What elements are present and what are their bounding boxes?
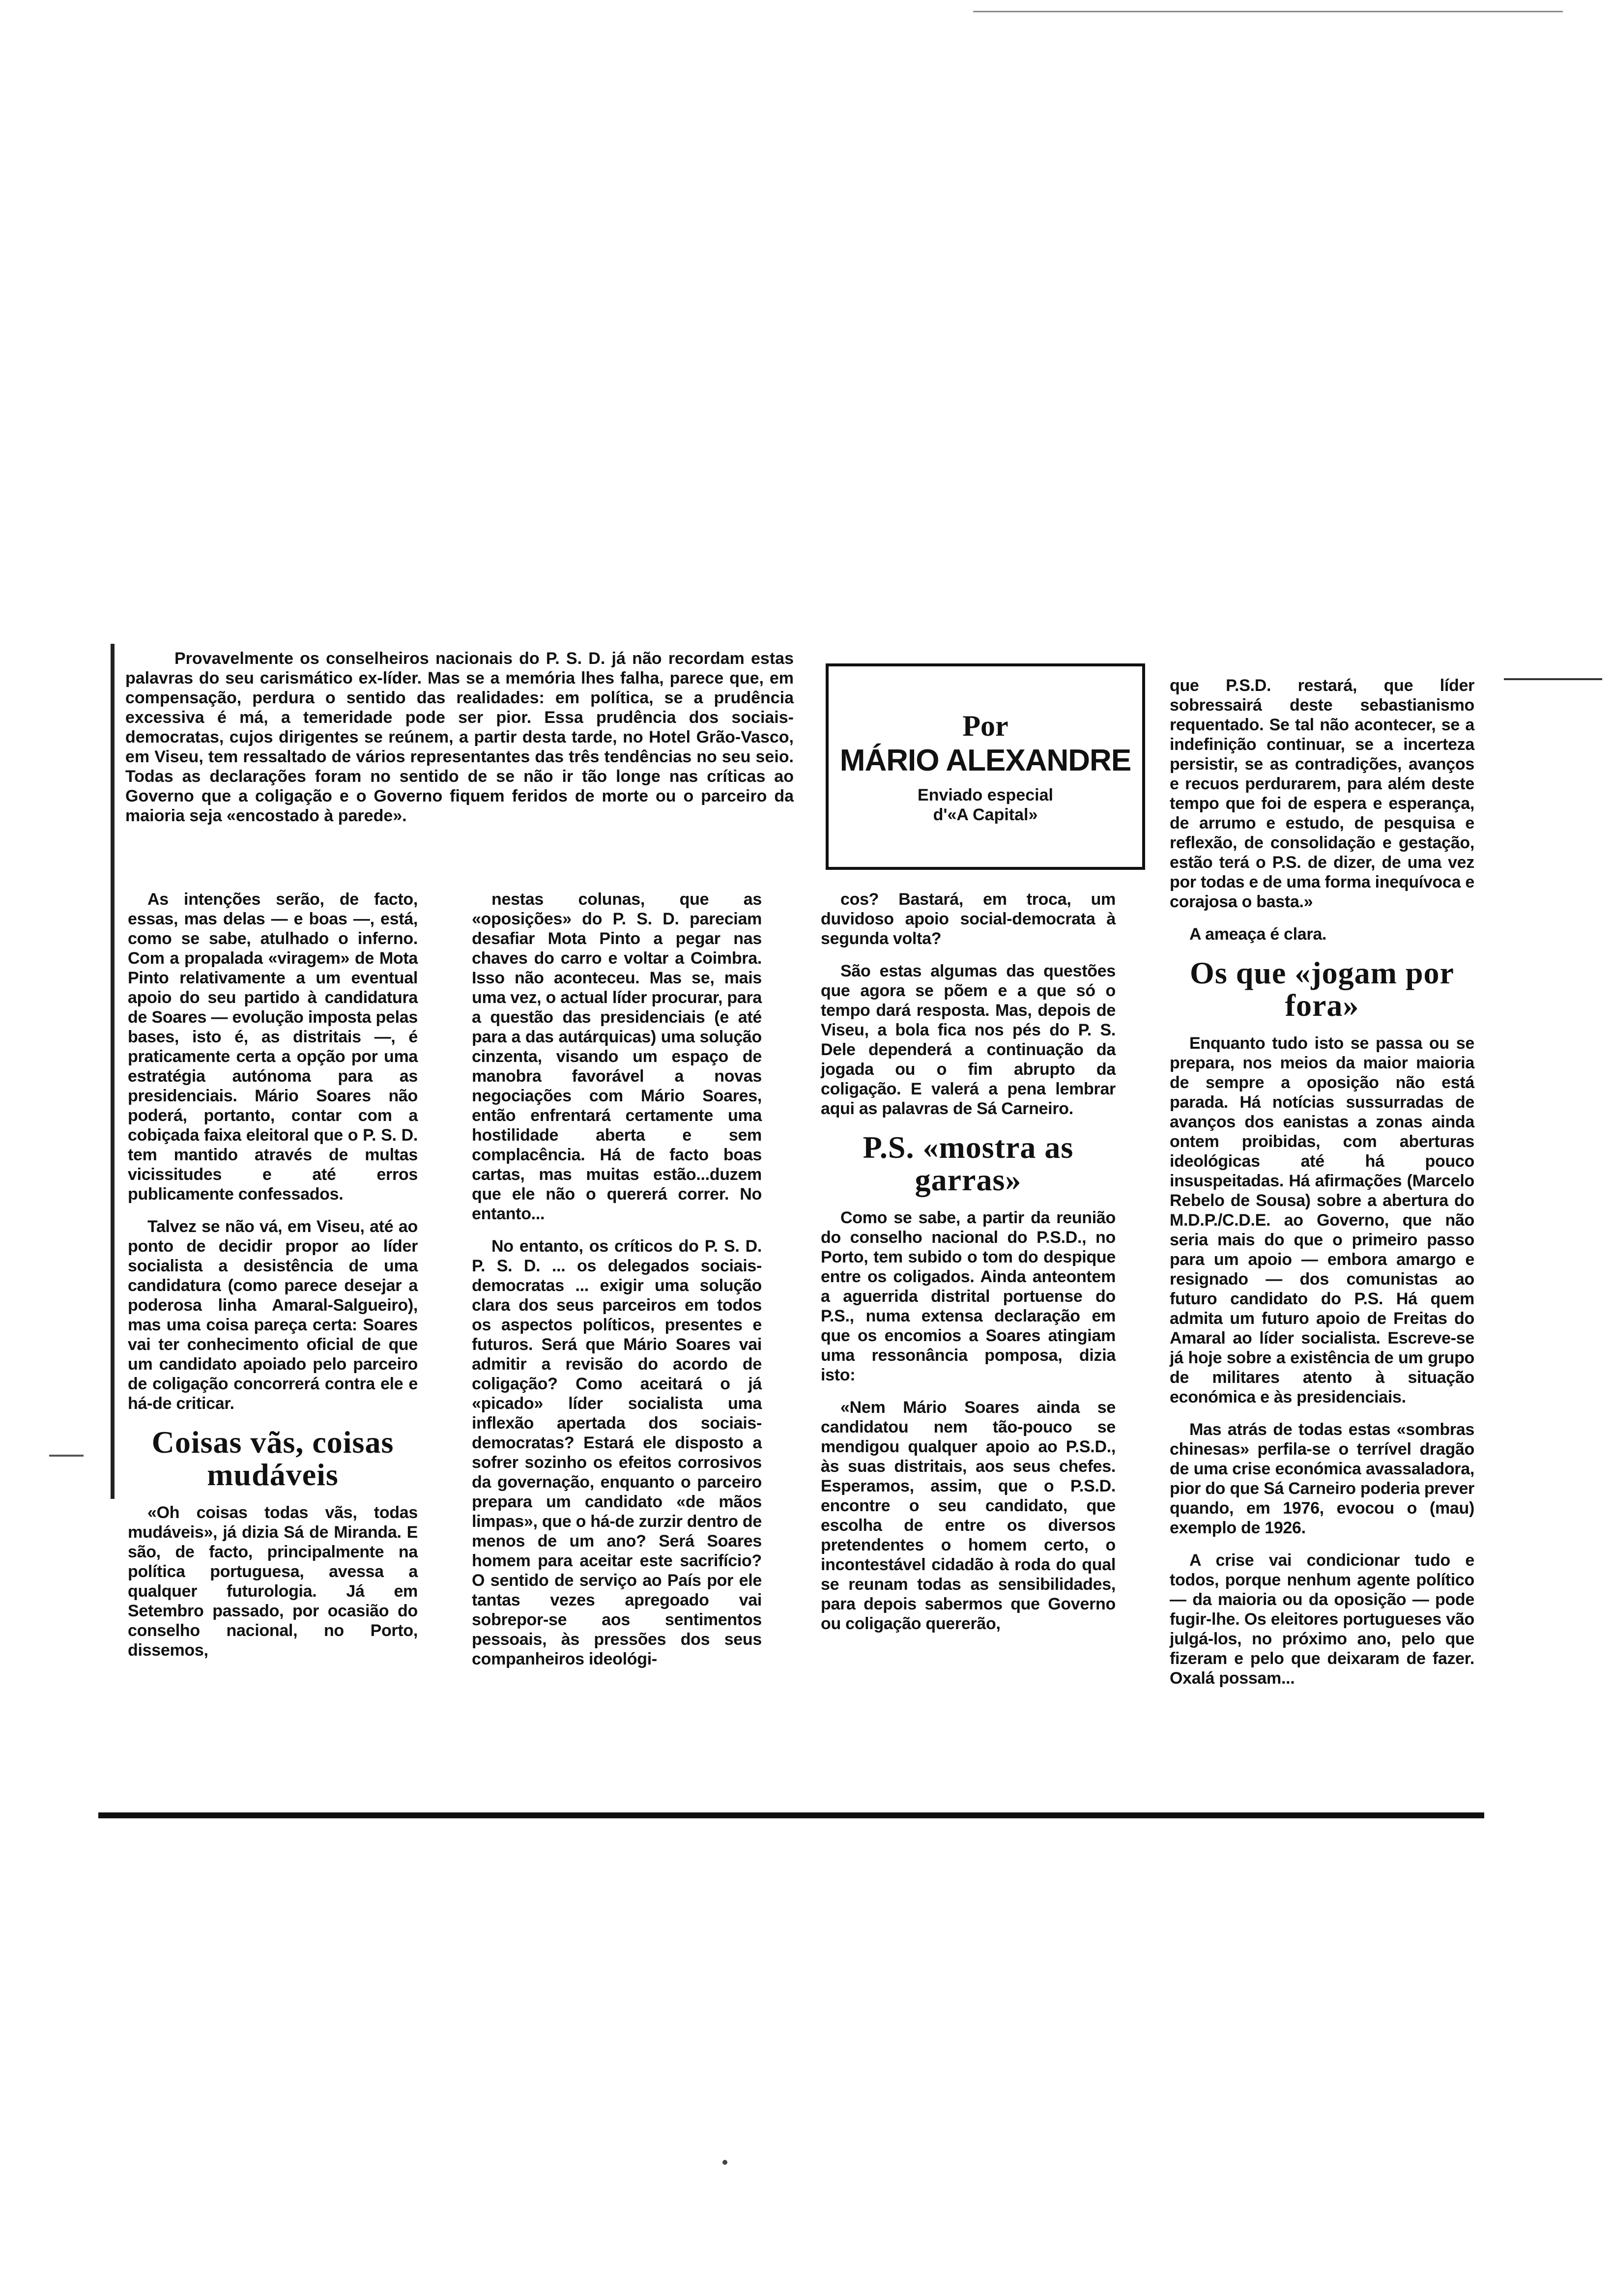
col4-paragraph-2: A ameaça é clara.: [1189, 925, 1327, 944]
page-edge-line: [973, 11, 1563, 12]
byline-author: MÁRIO ALEXANDRE: [839, 744, 1131, 777]
lead-paragraph: [125, 649, 794, 826]
column-1: [128, 890, 418, 1673]
column-2: [472, 890, 762, 1682]
scan-speck: [722, 2160, 727, 2165]
column-rule-left: [111, 644, 115, 1499]
byline-role-line2: d'«A Capital»: [933, 805, 1038, 824]
column-4: [1170, 676, 1474, 1701]
col3-subhead: P.S. «mostra as garras»: [863, 1130, 1074, 1197]
lead-text: Provavelmente os conselheiros nacionais do P. S. D. já não recordam estas palavras do seu carismático ex-líder. Mas se a memória lhes falha, parece que, em compensação, perdura o sentido das realidades: em política, se a prudência excessiva é má, a temeridade pode ser pior. Essa prudência dos sociais-democratas, cujos dirigentes se reúnem, a partir desta tarde, no Hotel Grão-Vasco, em Viseu, tem ressaltado de vários representantes das três tendências no seu seio. Todas as declarações foram no sentido de se não ir tão longe nas críticas ao Governo que a coligação e o Governo fiquem feridos de morte ou o parceiro da maioria seja «encostado à parede».: [125, 649, 794, 825]
col3-paragraph-2: São estas algumas das questões que agora se põem e a que só o tempo dará resposta. Mas, depois de Viseu, a bola fica nos pés do P. S. Dele dependerá a continuação da jogada ou o fim abrupto da coligação. E valerá a pena lembrar aqui as palavras de Sá Carneiro.: [821, 962, 1116, 1118]
byline-role-line1: Enviado especial: [918, 786, 1053, 804]
byline-box: [826, 663, 1145, 870]
newspaper-clipping: [98, 634, 1484, 1863]
clip-edge-mark: [1504, 678, 1602, 680]
col2-paragraph-2: No entanto, os críticos do P. S. D. P. S. D. ... os delegados sociais-democratas ... exigir uma solução clara dos seus parceiros em todos os aspectos políticos, presentes e futuros. Será que Mário Soares vai admitir a revisão do acordo de coligação? Como aceitará o já «picado» líder socialista uma inflexão apertada dos sociais-democratas? Estará ele disposto a sofrer sozinho os efeitos corrosivos da governação, enquanto o parceiro prepara um candidato «de mãos limpas», que o há-de zurzir dentro de menos de um ano? Será Soares homem para aceitar este sacrifício? O sentido de serviço ao País por ele tantas vezes apregoado vai sobrepor-se aos sentimentos pessoais, às pressões dos seus companheiros ideológi-: [472, 1237, 762, 1668]
col4-paragraph-4: Mas atrás de todas estas «sombras chinesas» perfila-se o terrível dragão de uma crise económica avassaladora, pior do que Sá Carneiro poderia prever quando, em 1976, evocou o (mau) exemplo de 1926.: [1170, 1420, 1474, 1537]
col3-paragraph-1: cos? Bastará, em troca, um duvidoso apoio social-democrata à segunda volta?: [821, 890, 1116, 948]
col4-paragraph-3: Enquanto tudo isto se passa ou se prepara, nos meios da maior maioria de sempre a oposição não está parada. Há notícias sussurradas de avanços dos eanistas a zonas ainda ontem proibidas, com aberturas ideológicas até há pouco insuspeitadas. Há afirmações (Marcelo Rebelo de Sousa) sobre a abertura do M.D.P./C.D.E. ao Governo, que não seria mais do que o primeiro passo para um apoio — embora amargo e resignado — dos comunistas ao futuro candidato do P.S. Há quem admita um futuro apoio de Freitas do Amaral ao líder socialista. Escreve-se já hoje sobre a existência de um grupo de militares atento à situação económica e às presidenciais.: [1170, 1034, 1474, 1406]
col3-paragraph-4: «Nem Mário Soares ainda se candidatou nem tão-pouco se mendigou qualquer apoio ao P.S.D., às suas distritais, aos seus chefes. Esperamos, assim, que o P.S.D. encontre o seu candidato, que escolha de entre os diversos pretendentes o homem certo, o incontestável cidadão à roda do qual se reunam todas as sensibilidades, para depois sabermos que Governo ou coligação quererão,: [821, 1398, 1116, 1633]
byline-role: [918, 785, 1053, 825]
col1-subhead: Coisas vãs, coisas mudáveis: [151, 1425, 394, 1492]
col1-paragraph-2: Talvez se não vá, em Viseu, até ao ponto de decidir propor ao líder socialista a desistência de uma candidatura (como parece desejar a poderosa linha Amaral-Salgueiro), mas uma coisa pareça certa: Soares vai ter conhecimento oficial de que um candidato apoiado pelo parceiro de coligação concorrerá contra ele e há-de criticar.: [128, 1217, 418, 1413]
col4-paragraph-5: A crise vai condicionar tudo e todos, porque nenhum agente político — da maioria ou da oposição — pode fugir-lhe. Os eleitores portugueses vão julgá-los, no próximo ano, pelo que fizeram e pelo que deixaram de fazer. Oxalá possam...: [1170, 1551, 1474, 1688]
bottom-rule: [98, 1812, 1484, 1818]
byline-por: Por: [962, 710, 1008, 742]
col4-paragraph-1: que P.S.D. restará, que líder sobressairá deste sebastianismo requentado. Se tal não acontecer, se a indefinição continuar, se a incerteza persistir, se as contradições, avanços e recuos perdurarem, para além deste tempo que foi de espera e esperança, de arrumo e estudo, de pesquisa e reflexão, de consolidação e gestação, estão terá o P.S. de dizer, de uma vez por todas e de uma forma inequívoca e corajosa o basta.»: [1170, 676, 1474, 911]
col1-paragraph-1: As intenções serão, de facto, essas, mas delas — e boas —, está, como se sabe, atulhado o inferno. Com a propalada «viragem» de Mota Pinto relativamente a um eventual apoio do seu partido à candidatura de Soares — evolução imposta pelas bases, isto é, as distritais —, é praticamente certa a opção por uma estratégia autónoma para as presidenciais. Mário Soares não poderá, portanto, contar com a cobiçada faixa eleitoral que o P. S. D. tem mantido através de multas vicissitudes e até erros publicamente confessados.: [128, 890, 418, 1204]
margin-mark: [49, 1455, 84, 1457]
col2-paragraph-1: nestas colunas, que as «oposições» do P. S. D. pareciam desafiar Mota Pinto a pegar nas chaves do carro e voltar a Coimbra. Isso não aconteceu. Mas se, mais uma vez, o actual líder procurar, para a questão das presidenciais (e até para a das autárquicas) uma solução cinzenta, visando um espaço de manobra favorável a novas negociações com Mário Soares, então enfrentará certamente uma hostilidade aberta e sem complacência. Há de facto boas cartas, mas muitas estão...duzem que ele não o quererá correr. No entanto...: [472, 890, 762, 1223]
col3-paragraph-3: Como se sabe, a partir da reunião do conselho nacional do P.S.D., no Porto, tem subido o tom do despique entre os coligados. Ainda anteontem a aguerrida distrital portuense do P.S., numa extensa declaração em que os encomios a Soares atingiam uma ressonância pomposa, dizia isto:: [821, 1208, 1116, 1384]
col1-paragraph-3: «Oh coisas todas vãs, todas mudáveis», já dizia Sá de Miranda. E são, de facto, principalmente na política portuguesa, avessa a qualquer futurologia. Já em Setembro passado, por ocasião do conselho nacional, no Porto, dissemos,: [128, 1503, 418, 1660]
column-3: [821, 890, 1116, 1646]
col4-subhead: Os que «jogam por fora»: [1190, 955, 1454, 1023]
